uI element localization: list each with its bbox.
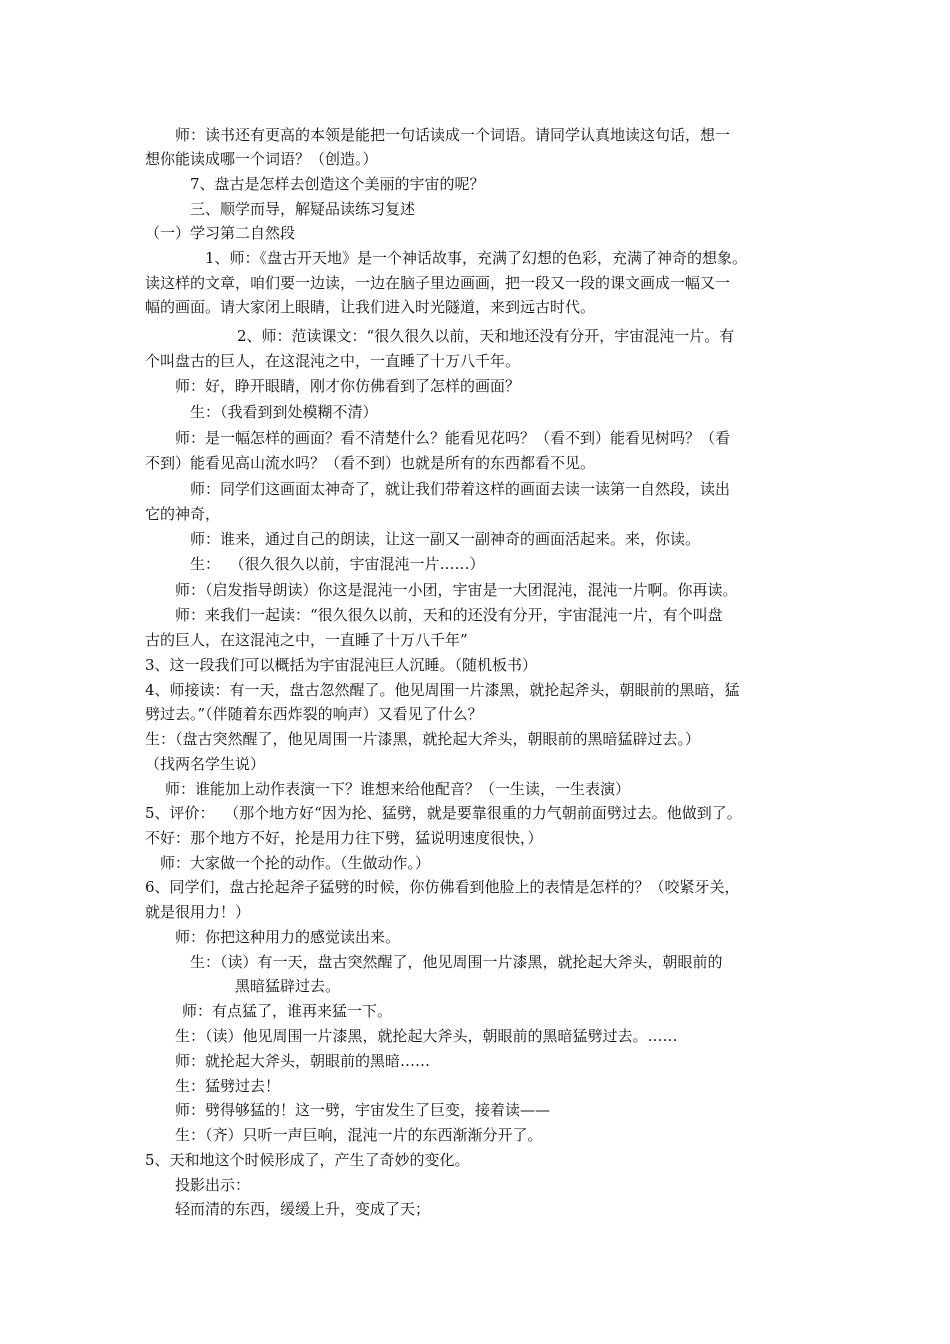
paragraph-line: 生：猛劈过去！	[175, 1077, 281, 1095]
paragraph-line: 古的巨人，在这混沌之中，一直睡了十万八千年”	[145, 631, 468, 649]
paragraph-line: 2、师：范读课文：“很久很久以前，天和地还没有分开，宇宙混沌一片。有	[237, 327, 735, 345]
paragraph-line: 幅的画面。请大家闭上眼睛，让我们进入时光隧道，来到远古时代。	[145, 298, 596, 316]
paragraph-line: 师：谁能加上动作表演一下？谁想来给他配音？（一生读，一生表演）	[165, 780, 631, 798]
paragraph-line: 师：同学们这画面太神奇了，就让我们带着这样的画面去读一读第一自然段，读出	[190, 480, 731, 498]
paragraph-line: 1、师：《盘古开天地》是一个神话故事，充满了幻想的色彩，充满了神奇的想象。	[205, 249, 748, 267]
paragraph-line: 个叫盘古的巨人，在这混沌之中，一直睡了十万八千年。	[145, 352, 521, 370]
paragraph-line: 师：（启发指导朗读）你这是混沌一小团，宇宙是一大团混沌，混沌一片啊。你再读。	[175, 581, 738, 599]
paragraph-line: 师：你把这种用力的感觉读出来。	[175, 928, 401, 946]
paragraph-line: 师：大家做一个抡的动作。（生做动作。）	[160, 854, 431, 872]
paragraph-line: 轻而清的东西，缓缓上升，变成了天；	[175, 1200, 431, 1218]
paragraph-line: 7、盘古是怎样去创造这个美丽的宇宙的呢？	[190, 175, 485, 193]
paragraph-line: 想你能读成哪一个词语？（创造。）	[145, 150, 378, 168]
paragraph-line: 5、天和地这个时候形成了，产生了奇妙的变化。	[145, 1151, 470, 1169]
paragraph-line: 不好：那个地方不好，抡是用力往下劈，猛说明速度很快，）	[145, 829, 543, 847]
paragraph-line: 5、评价： （那个地方好“因为抡、猛劈，就是要靠很重的力气朝前面劈过去。他做到了。	[145, 804, 742, 822]
paragraph-line: 不到）能看见高山流水吗？（看不到）也就是所有的东西都看不见。	[145, 454, 596, 472]
paragraph-line: （找两名学生说）	[145, 755, 266, 773]
paragraph-line: 师：劈得够猛的！这一劈，宇宙发生了巨变，接着读——	[175, 1101, 551, 1119]
paragraph-line: 6、同学们，盘古抡起斧子猛劈的时候，你仿佛看到他脸上的表情是怎样的？（咬紧牙关，	[145, 878, 740, 896]
paragraph-line: 师：谁来，通过自己的朗读，让这一副又一副神奇的画面活起来。来，你读。	[190, 530, 701, 548]
paragraph-line: 4、师接读：有一天，盘古忽然醒了。他见周围一片漆黑，就抡起斧头，朝眼前的黑暗，猛	[145, 681, 740, 699]
paragraph-line: 师：就抡起大斧头，朝眼前的黑暗……	[175, 1052, 431, 1070]
paragraph-line: 读这样的文章，咱们要一边读，一边在脑子里边画画，把一段又一段的课文画成一幅又一	[145, 274, 731, 292]
paragraph-line: 生：（齐）只听一声巨响，混沌一片的东西渐渐分开了。	[175, 1126, 543, 1144]
paragraph-line: 师：来我们一起读：“很久很久以前，天和的还没有分开，宇宙混沌一片，有个叫盘	[175, 606, 723, 624]
paragraph-line: 它的神奇，	[145, 505, 221, 523]
paragraph-line: 黑暗猛辟过去。	[235, 977, 341, 995]
section-heading: 三、顺学而导，解疑品读练习复述	[190, 200, 416, 218]
paragraph-line: 师：有点猛了，谁再来猛一下。	[182, 1002, 393, 1020]
paragraph-line: 师：读书还有更高的本领是能把一句话读成一个词语。请同学认真地读这句话，想一	[175, 126, 731, 144]
paragraph-line: 投影出示：	[175, 1176, 251, 1194]
paragraph-line: 生：（读）有一天，盘古突然醒了，他见周围一片漆黑，就抡起大斧头，朝眼前的	[190, 953, 723, 971]
subsection-heading: （一）学习第二自然段	[145, 224, 296, 242]
paragraph-line: 师：是一幅怎样的画面？看不清楚什么？能看见花吗？（看不到）能看见树吗？（看	[175, 429, 731, 447]
paragraph-line: 生： （很久很久以前，宇宙混沌一片……）	[190, 555, 485, 573]
paragraph-line: 生：（盘古突然醒了，他见周围一片漆黑，就抡起大斧头，朝眼前的黑暗猛辟过去。）	[145, 730, 701, 748]
paragraph-line: 生：（我看到到处模糊不清）	[190, 403, 378, 421]
paragraph-line: 师：好，睁开眼睛，刚才你仿佛看到了怎样的画面？	[175, 377, 521, 395]
paragraph-line: 3、这一段我们可以概括为宇宙混沌巨人沉睡。（随机板书）	[145, 656, 538, 674]
paragraph-line: 劈过去。”（伴随着东西炸裂的响声）又看见了什么？	[145, 705, 483, 723]
paragraph-line: 就是很用力！）	[145, 903, 251, 921]
paragraph-line: 生：（读）他见周围一片漆黑，就抡起大斧头，朝眼前的黑暗猛劈过去。……	[175, 1027, 678, 1045]
